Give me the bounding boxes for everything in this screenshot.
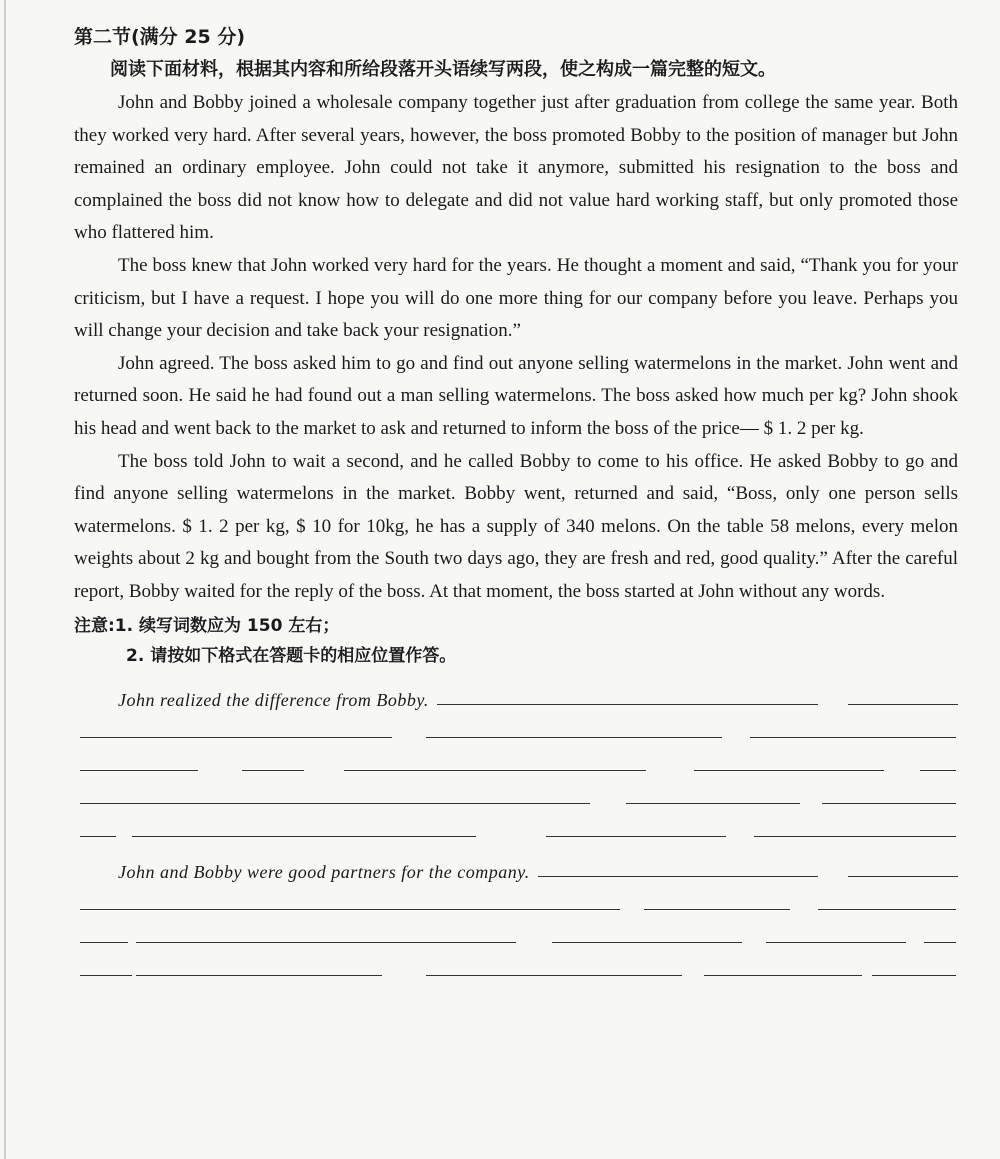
notes (74, 611, 958, 671)
page-edge (4, 0, 6, 1159)
story-paragraph: The boss knew that John worked very hard for the years. He thought a moment and said, “Thank you for your criticism, but I have a request. I hope you will do one more thing for our company before you leave. Perhaps you will change your decision and take back your resignation.” (74, 254, 958, 342)
prompt-line (74, 849, 958, 883)
story-paragraph: John agreed. The boss asked him to go and find out anyone selling watermelons in the market. John went and returned soon. He said he had found out a man selling watermelons. The boss asked how much per kg? John shook his head and went back to the market to ask and returned to inform the boss of the price— $ 1. 2 per kg. (74, 352, 958, 439)
answer-blank[interactable] (437, 703, 818, 705)
answer-line[interactable] (74, 916, 958, 949)
answer-line[interactable] (74, 744, 958, 777)
answer-line[interactable] (74, 777, 958, 810)
exam-page (74, 22, 958, 982)
answer-blank[interactable] (538, 875, 818, 877)
instruction: 阅读下面材料，根据其内容和所给段落开头语续写两段，使之构成一篇完整的短文。 (110, 59, 776, 80)
answer-line[interactable] (74, 949, 958, 982)
answer-line[interactable] (74, 711, 958, 744)
writing-area-1 (74, 677, 958, 843)
note-format: 2. 请按如下格式在答题卡的相应位置作答。 (126, 645, 457, 666)
prompt-first: John realized the difference from Bobby. (118, 689, 429, 710)
writing-area-2 (74, 849, 958, 982)
note-word-count: 注意:1. 续写词数应为 150 左右； (74, 615, 340, 636)
story-paragraph: John and Bobby joined a wholesale company together just after graduation from college the same year. Both they worked very hard. After several years, however, the boss promoted Bobby to the position of manager but John remained an ordinary employee. John could not take it anymore, submitted his resignation to the boss and complained the boss did not know how to delegate and did not value hard working staff, but only promoted those who flattered him. (74, 92, 958, 244)
answer-blank[interactable] (848, 875, 958, 877)
answer-blank[interactable] (848, 703, 958, 705)
answer-line[interactable] (74, 810, 958, 843)
section-title: 第二节(满分 25 分) (74, 26, 246, 48)
answer-line[interactable] (74, 883, 958, 916)
prompt-second: John and Bobby were good partners for the company. (118, 861, 530, 882)
story-paragraph: The boss told John to wait a second, and he called Bobby to come to his office. He asked Bobby to go and find anyone selling watermelons in the market. Bobby went, returned and said, “Boss, only one person sells watermelons. $ 1. 2 per kg, $ 10 for 10kg, he has a supply of 340 melons. On the table 58 melons, every melon weights about 2 kg and bought from the South two days ago, they are fresh and red, good quality.” After the careful report, Bobby waited for the reply of the boss. At that moment, the boss started at John without any words. (74, 450, 958, 602)
prompt-line (74, 677, 958, 711)
